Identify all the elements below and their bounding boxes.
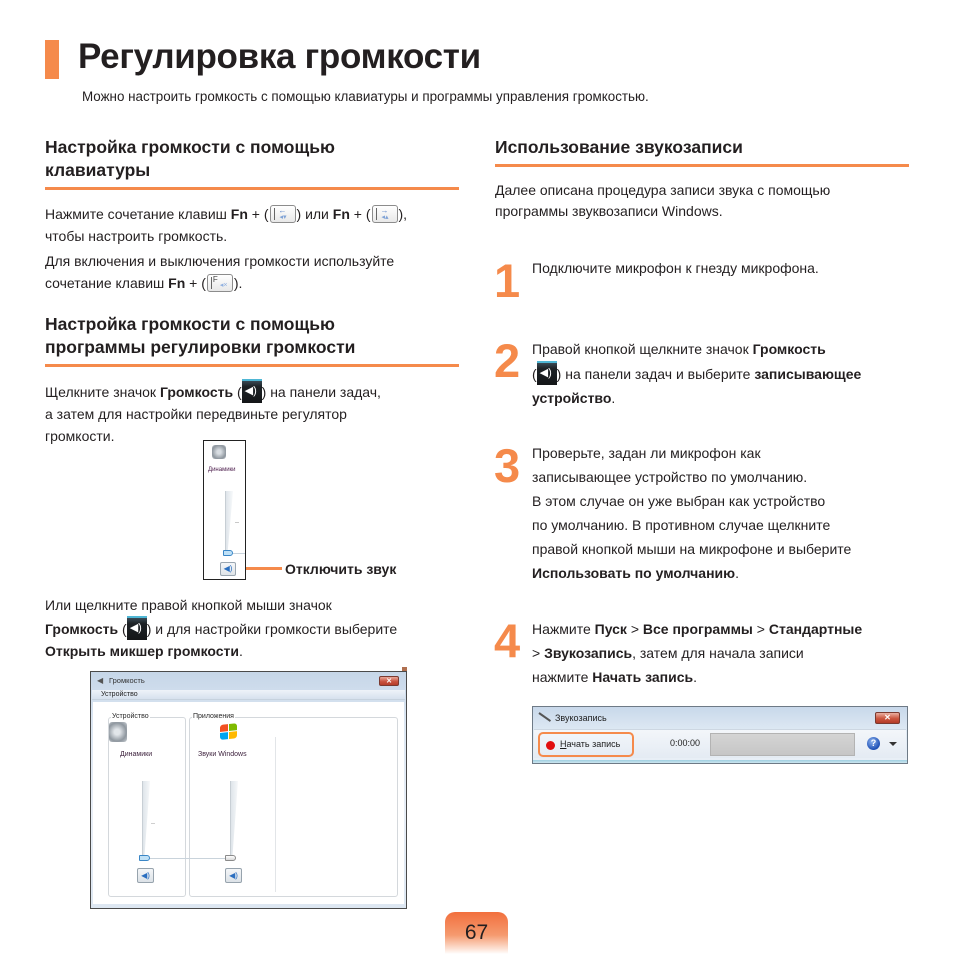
speaker-tray-icon: ◀)	[127, 616, 147, 640]
column-separator	[275, 737, 276, 892]
speaker-icon: ◀)	[223, 564, 233, 573]
text: Щелкните значок	[45, 384, 160, 400]
window-titlebar[interactable]	[91, 672, 406, 690]
key-fn: Fn	[230, 206, 248, 222]
bold-text: Громкость	[45, 621, 119, 637]
mnemonic: Н	[560, 739, 567, 749]
page-title: Регулировка громкости	[78, 37, 481, 76]
window-title: Громкость	[109, 676, 145, 685]
text: ) и для настройки громкости выберите	[146, 621, 398, 637]
text: ) на панели задач,	[261, 384, 381, 400]
step-number: 3	[494, 439, 521, 492]
mixer-client-area	[93, 702, 404, 904]
page-number: 67	[464, 921, 489, 944]
volume-slider-popup	[203, 440, 246, 580]
group-label: Приложения	[193, 713, 234, 720]
speaker-icon: ◀)	[141, 871, 150, 880]
bold-text: Стандартные	[768, 621, 863, 637]
section-heading	[45, 313, 459, 359]
text: громкости.	[45, 428, 115, 444]
help-icon[interactable]: ?	[867, 737, 880, 750]
text: (	[532, 366, 537, 382]
bold-text: Громкость	[159, 384, 234, 400]
callout-mute-label: Отключить звук	[285, 561, 397, 577]
close-button[interactable]: ✕	[379, 676, 399, 686]
text: Правой кнопкой щелкните значок	[532, 341, 753, 357]
window-bottom-edge	[533, 760, 907, 763]
text: .	[693, 669, 697, 685]
section-sound-recorder	[495, 136, 909, 222]
text: программы звуквозаписи Windows.	[495, 203, 723, 219]
speaker-device-icon	[109, 722, 127, 742]
bold-text: записывающее	[754, 366, 862, 382]
section-intro	[495, 180, 909, 222]
text: Нажмите	[532, 621, 595, 637]
text: .	[735, 565, 739, 581]
volume-mixer-window	[90, 671, 407, 909]
device-slider-thumb[interactable]	[139, 855, 150, 861]
text: чтобы настроить громкость.	[45, 228, 228, 244]
bold-text: Звукозапись	[544, 645, 633, 661]
speaker-tray-icon: ◀)	[242, 379, 262, 403]
step-number: 2	[494, 334, 521, 387]
text: , затем для начала записи	[632, 645, 804, 661]
applications-group	[189, 713, 398, 897]
text: .	[611, 390, 616, 406]
step-4-text	[532, 617, 917, 689]
device-label: Динамики	[208, 467, 236, 473]
level-meter	[710, 733, 855, 756]
bold-text: Все программы	[642, 621, 753, 637]
text: по умолчанию. В противном случае щелкните	[532, 517, 831, 533]
text: + (	[247, 206, 269, 222]
mute-button[interactable]	[220, 562, 236, 576]
key-fn: Fn	[168, 275, 186, 291]
speaker-device-icon	[212, 445, 226, 459]
section-keyboard-volume	[45, 136, 459, 294]
volume-slider-track[interactable]	[225, 491, 233, 555]
text: .	[239, 643, 243, 659]
text: ),	[398, 206, 408, 222]
heading-line: Настройка громкости с помощью	[45, 137, 335, 157]
heading-line: программы регулировки громкости	[45, 337, 356, 357]
text: ) на панели задач и выберите	[556, 366, 755, 382]
heading-line: Настройка громкости с помощью	[45, 314, 335, 334]
text: В этом случае он уже выбран как устройство	[532, 493, 826, 509]
key-fn: Fn	[332, 206, 350, 222]
bold-text: Громкость	[752, 341, 826, 357]
text: сочетание клавиш	[45, 275, 169, 291]
window-title: Звукозапись	[555, 713, 607, 723]
section-heading	[45, 136, 459, 182]
text: Далее описана процедура записи звука с помощью	[495, 182, 831, 198]
page-number-tab	[445, 912, 508, 954]
volume-down-key-icon: ← ◂▾	[270, 205, 296, 223]
text: ).	[233, 275, 243, 291]
bold-text: Пуск	[594, 621, 627, 637]
group-label: Устройство	[112, 713, 149, 720]
app-slider-thumb[interactable]	[225, 855, 236, 861]
paragraph-keys	[45, 203, 459, 247]
text: >	[752, 621, 769, 637]
text: нажмите	[532, 669, 593, 685]
text: >	[626, 621, 643, 637]
channel-label-windows-sounds: Звуки Windows	[198, 751, 247, 758]
text: + (	[349, 206, 371, 222]
start-recording-label	[560, 739, 620, 749]
slider-line	[233, 553, 245, 554]
step-2-text	[532, 337, 917, 410]
start-recording-button[interactable]	[538, 732, 634, 757]
title-accent-bar	[45, 40, 59, 79]
chevron-down-icon[interactable]	[889, 742, 897, 746]
slider-tick	[151, 823, 155, 824]
step-1-text: Подключите микрофон к гнезду микрофона.	[532, 260, 819, 276]
paragraph-mute-key	[45, 250, 459, 294]
text: ) или	[296, 206, 333, 222]
volume-slider-thumb[interactable]	[223, 550, 233, 556]
recorder-toolbar	[534, 729, 906, 758]
step-number: 1	[494, 254, 521, 307]
step-3-text	[532, 441, 917, 585]
bold-text: Начать запись	[592, 669, 694, 685]
text: Проверьте, задан ли микрофон как	[532, 445, 761, 461]
menu-bar	[92, 690, 405, 700]
record-dot-icon	[546, 741, 555, 750]
text: + (	[185, 275, 206, 291]
speaker-icon: ◀)	[229, 871, 238, 880]
paragraph-open-mixer	[45, 594, 459, 662]
text: >	[532, 645, 545, 661]
section-rule	[495, 164, 909, 167]
text: а затем для настройки передвиньте регулятор	[45, 406, 347, 422]
text: (	[118, 621, 127, 637]
windows-logo-icon	[220, 723, 238, 742]
paragraph-tray-icon	[45, 379, 459, 447]
text: Нажмите сочетание клавиш	[45, 206, 231, 222]
heading-line: клавиатуры	[45, 160, 151, 180]
channel-label-speakers: Динамики	[120, 751, 153, 758]
slider-link-line	[144, 858, 234, 859]
speaker-tray-icon: ◀)	[537, 361, 557, 385]
callout-line	[246, 567, 282, 570]
app-mute-button[interactable]	[225, 868, 242, 883]
page-intro: Можно настроить громкость с помощью клавиатуры и программы управления громкостью.	[82, 89, 649, 104]
text: Для включения и выключения громкости используйте	[45, 253, 395, 269]
bold-text: Использовать по умолчанию	[532, 565, 736, 581]
microphone-icon	[538, 712, 551, 722]
mute-key-icon: F ◂×	[207, 274, 233, 292]
text: записывающее устройство по умолчанию.	[532, 469, 808, 485]
step-number: 4	[494, 614, 521, 667]
elapsed-time: 0:00:00	[670, 738, 701, 748]
speaker-icon: ◀	[97, 676, 104, 685]
text: (	[233, 384, 242, 400]
section-rule	[45, 364, 459, 367]
slider-tick	[235, 522, 239, 523]
device-mute-button[interactable]	[137, 868, 154, 883]
close-button[interactable]: ✕	[875, 712, 900, 724]
section-volume-program	[45, 313, 459, 447]
label-rest: ачать запись	[566, 739, 621, 749]
volume-up-key-icon: → ◂▴	[372, 205, 398, 223]
section-heading: Использование звукозаписи	[495, 137, 743, 157]
bold-text: Открыть микшер громкости	[45, 643, 240, 659]
bold-text: устройство	[532, 390, 612, 406]
section-rule	[45, 187, 459, 190]
text: правой кнопкой мыши на микрофоне и выберите	[532, 541, 852, 557]
menu-device[interactable]: Устройство	[101, 691, 138, 698]
sound-recorder-window	[532, 706, 908, 764]
text: Или щелкните правой кнопкой мыши значок	[45, 597, 332, 613]
